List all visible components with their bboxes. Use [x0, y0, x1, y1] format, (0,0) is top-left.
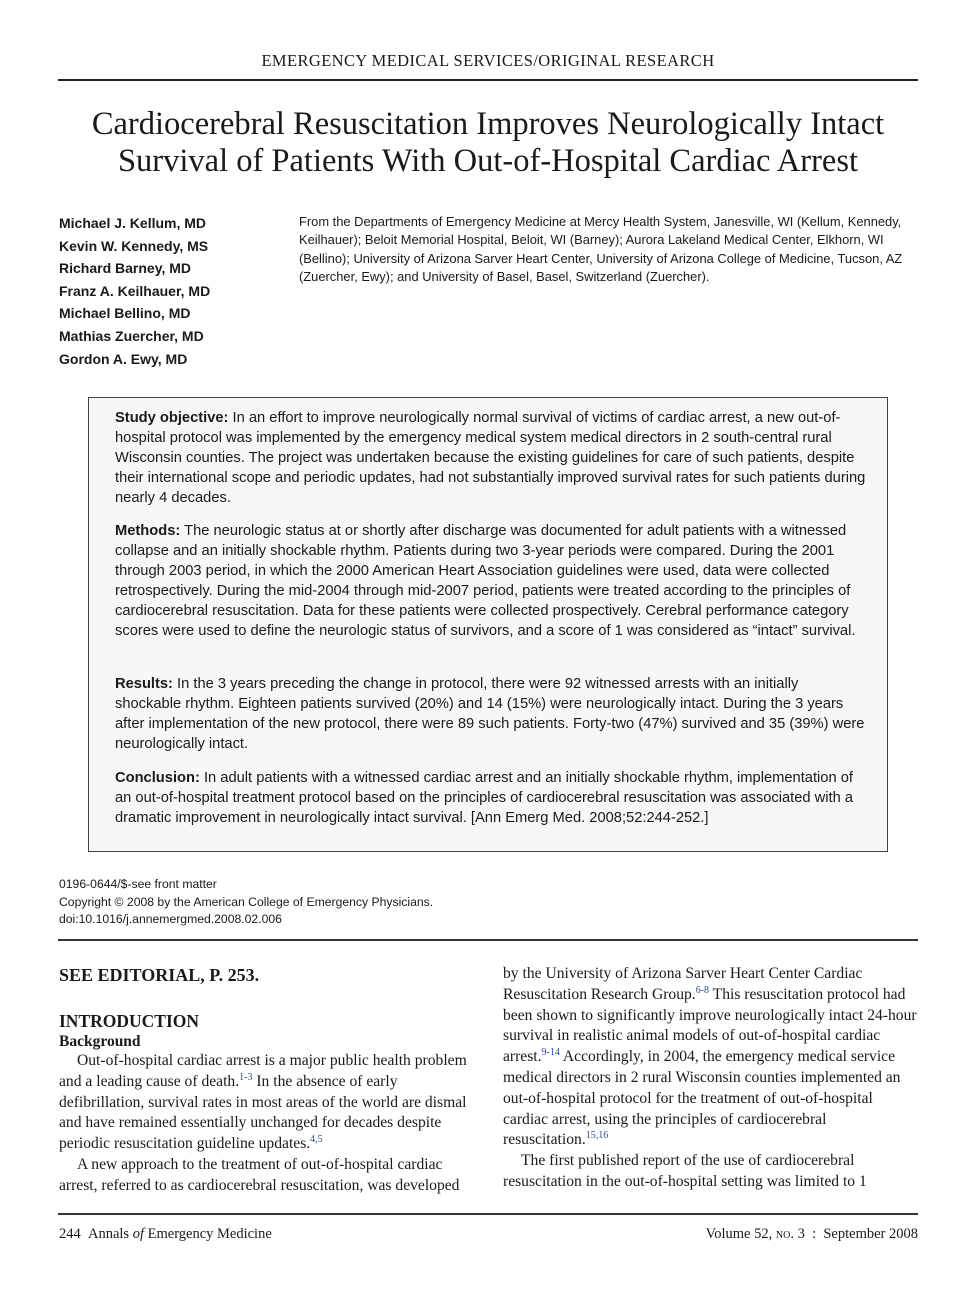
conclusion-text: In adult patients with a witnessed cardiac arrest and an initially shockable rhythm, implementation of an out-of-hospital treatment protocol based on the principles of cardiocerebral resuscitation was associated with a dramatic improvement in neurologically intact survival. [Ann Emerg Med. 2008;52:244-252.] [115, 770, 854, 826]
header-rule [58, 79, 918, 81]
introduction-heading: INTRODUCTION [59, 1011, 200, 1031]
issn-line: 0196-0644/$-see front matter [59, 877, 217, 891]
abstract-methods [115, 521, 867, 641]
issue-date: September 2008 [823, 1226, 918, 1242]
journal-name-of: of [132, 1226, 144, 1242]
background-heading: Background [59, 1033, 141, 1050]
footer-issue [706, 1226, 918, 1243]
page-number: 244 [59, 1226, 81, 1242]
journal-name: Emergency Medicine [144, 1226, 272, 1242]
abstract-objective [115, 408, 867, 508]
author: Richard Barney, MD [59, 260, 191, 277]
author: Michael J. Kellum, MD [59, 215, 207, 231]
reference-link[interactable]: 1-3 [239, 1071, 253, 1083]
body-paragraph [503, 964, 919, 1151]
reference-link[interactable]: 15,16 [585, 1130, 609, 1142]
title-line-1: Cardiocerebral Resuscitation Improves Neurologically Intact [91, 106, 885, 142]
paragraph-text: This resuscitation protocol had been shown to significantly improve neurologically intact 24-hour survival in realistic animal models of out-of-hospital cardiac arrest. [503, 985, 917, 1066]
affiliation: From the Departments of Emergency Medicine at Mercy Health System, Janesville, WI (Kellum, Kennedy, Keilhauer); Beloit Memorial Hospital, Beloit, WI (Barney); Aurora Lakeland Medical Center, Elkhorn, WI (Bellino); University of Arizona Sarver Heart Center, University of Arizona College of Medicine, Tucson, AZ (Zuercher, Ewy); and University of Basel, Basel, Switzerland (Zuercher). [299, 214, 903, 285]
issue-number: no. 3 [775, 1226, 805, 1242]
paragraph-text: In the absence of early defibrillation, survival rates in most areas of the world are dismal and have remained essentially unchanged for decades despite periodic resuscitation guideline updates. [59, 1072, 467, 1153]
objective-text: In an effort to improve neurologically normal survival of victims of cardiac arrest, a new out-of-hospital protocol was implemented by the emergency medical system medical directors in 2 south-central rural Wisconsin counties. The project was undertaken because the existing guidelines for care of such patients, despite their international scope and periodic updates, had not substantially improved survival rates for such patients during nearly 4 decades. [115, 410, 866, 506]
results-text: In the 3 years preceding the change in protocol, there were 92 witnessed arrests with an initially shockable rhythm. Eighteen patients survived (20%) and 14 (15%) were neurologically intact. During the 3 years after implementation of the new protocol, there were 89 such patients. Forty-two (47%) survived and 35 (39%) were neurologically intact. [115, 676, 865, 752]
body-paragraph: A new approach to the treatment of out-of-hospital cardiac arrest, referred to as cardiocerebral resuscitation, was developed [59, 1155, 460, 1194]
title-line-2: Survival of Patients With Out-of-Hospital Cardiac Arrest [117, 143, 859, 179]
author: Michael Bellino, MD [59, 305, 191, 322]
body-paragraph: The first published report of the use of cardiocerebral resuscitation in the out-of-hospital setting was limited to 1 [503, 1152, 867, 1190]
paragraph-text: Out-of-hospital cardiac arrest is a major public health problem and a leading cause of death. [59, 1052, 467, 1090]
abstract-conclusion [115, 768, 867, 828]
footer-journal [59, 1226, 272, 1243]
body-column-right [503, 964, 919, 1193]
article-title [58, 106, 918, 180]
reference-link[interactable]: 6-8 [695, 984, 710, 996]
volume: Volume 52, [705, 1226, 776, 1242]
paragraph-text: Accordingly, in 2004, the emergency medical service medical directors in 2 rural Wisconsin counties implemented an out-of-hospital protocol for the treatment of out-of-hospital cardiac arrest, using the principles of cardiocerebral resuscitation. [503, 1048, 901, 1149]
doi-line: doi:10.1016/j.annemergmed.2008.02.006 [59, 912, 282, 926]
reference-link[interactable]: 9-14 [541, 1047, 560, 1059]
journal-name: Annals [88, 1226, 133, 1242]
section-header: EMERGENCY MEDICAL SERVICES/ORIGINAL RESEARCH [261, 51, 715, 70]
see-editorial-link[interactable]: SEE EDITORIAL, P. 253. [59, 965, 260, 985]
footer-rule [58, 1213, 918, 1215]
author-list [59, 212, 279, 370]
abstract-box [88, 397, 888, 852]
copyright-line: Copyright © 2008 by the American College of Emergency Physicians. [59, 894, 434, 909]
conclusion-label: Conclusion: [115, 770, 200, 786]
results-label: Results: [115, 676, 173, 692]
body-column-left [59, 960, 475, 1197]
author: Kevin W. Kennedy, MS [59, 237, 209, 254]
paragraph-text: by the University of Arizona Sarver Heart Center Cardiac Resuscitation Research Group. [503, 965, 863, 1003]
author: Gordon A. Ewy, MD [59, 350, 188, 367]
footer-separator: : [804, 1226, 824, 1242]
abstract-results [115, 674, 867, 754]
reference-link[interactable]: 4,5 [310, 1134, 323, 1146]
body-paragraph [59, 1051, 475, 1155]
publication-meta [59, 876, 433, 929]
author: Franz A. Keilhauer, MD [59, 282, 211, 299]
methods-label: Methods: [115, 523, 181, 539]
objective-label: Study objective: [115, 410, 229, 426]
meta-rule [58, 939, 918, 941]
methods-text: The neurologic status at or shortly after discharge was documented for adult patients with a witnessed collapse and an initially shockable rhythm. Patients during two 3-year periods were compared. During the 2001 through 2003 period, in which the 2000 American Heart Association guidelines were used, data were collected retrospectively. During the mid-2004 through mid-2007 period, patients were treated according to the principles of cardiocerebral resuscitation. Data for these patients were collected prospectively. Cerebral performance category scores were used to define the neurologic status of survivors, and a score of 1 was considered as “intact” survival. [115, 523, 856, 639]
author: Mathias Zuercher, MD [59, 327, 204, 344]
